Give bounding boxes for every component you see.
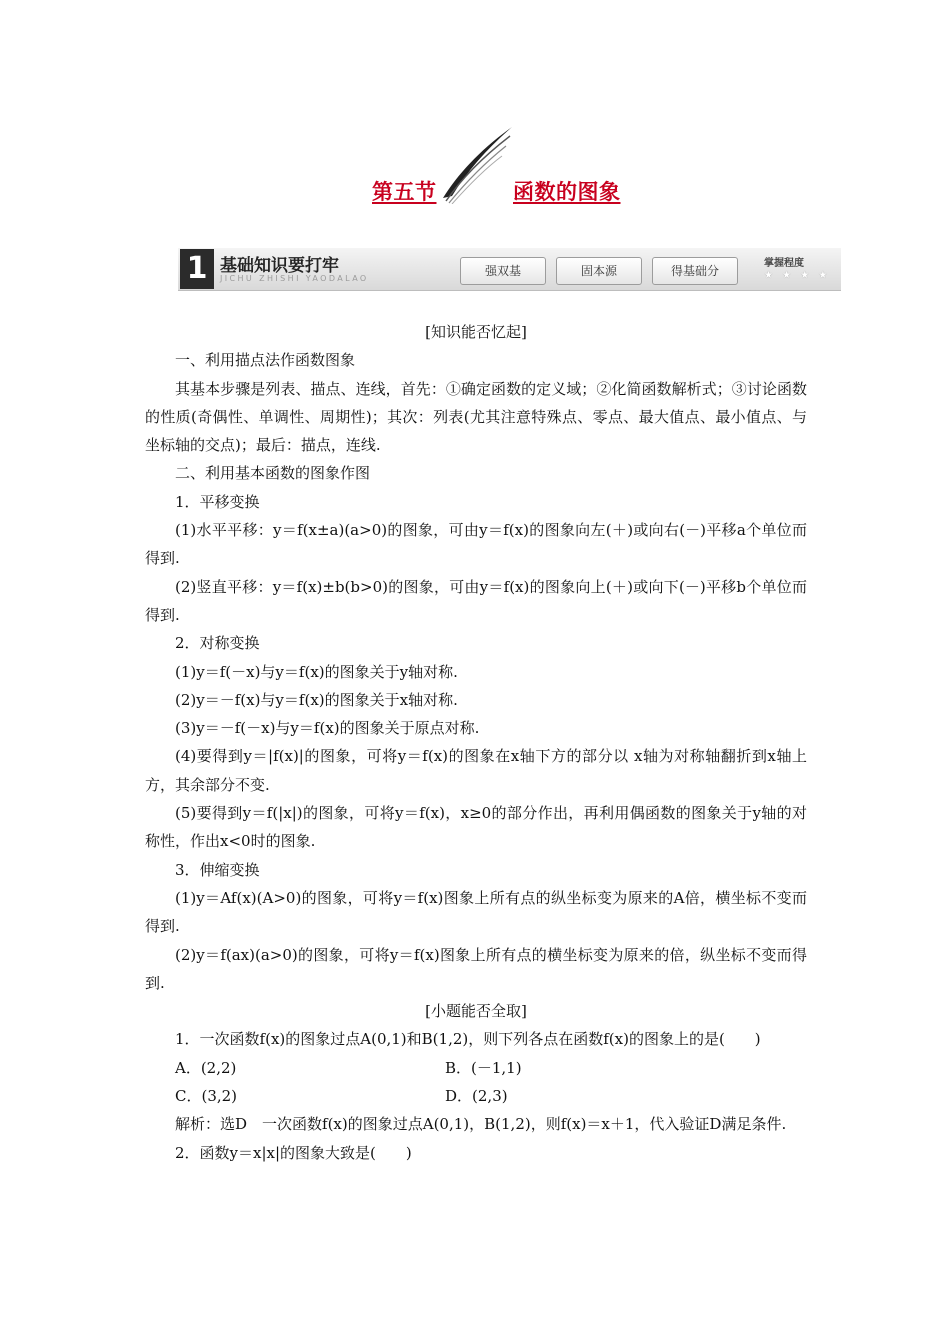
banner-button-3[interactable]: 得基础分 [652, 257, 738, 285]
recall-heading: [知识能否忆起] [425, 323, 527, 341]
symmetry-item-4: (4)要得到y＝|f(x)|的图象，可将y＝f(x)的图象在x轴下方的部分以 x轴为对称轴翻折到x轴上方，其余部分不变. [145, 747, 807, 794]
banner-button-1[interactable]: 强双基 [460, 257, 546, 285]
quiz-heading: [小题能否全取] [425, 1002, 527, 1021]
section-topic: 函数的图象 [513, 179, 621, 204]
question-1-solution: 解析：选D 一次函数f(x)的图象过点A(0,1)，B(1,2)，则f(x)＝x＋1，代入验证D满足条件. [175, 1115, 787, 1134]
option-d: D．(2,3) [445, 1087, 508, 1106]
symmetry-title: 2．对称变换 [175, 634, 260, 653]
scaling-title: 3．伸缩变换 [175, 860, 260, 879]
question-1: 1．一次函数f(x)的图象过点A(0,1)和B(1,2)，则下列各点在函数f(x)的图象上的是( ) [175, 1030, 761, 1049]
swoosh-decoration-icon [440, 124, 515, 204]
translation-vertical: (2)竖直平移：y＝f(x)±b(b>0)的图象，可由y＝f(x)的图象向上(＋)或向下(－)平移b个单位而得到. [145, 577, 807, 624]
symmetry-item-1: (1)y＝f(－x)与y＝f(x)的图象关于y轴对称. [175, 662, 458, 681]
banner-title: 基础知识要打牢 [220, 256, 339, 276]
main-content [145, 318, 807, 1167]
symmetry-item-5: (5)要得到y＝f(|x|)的图象，可将y＝f(x)，x≥0的部分作出，再利用偶函数的图象关于y轴的对称性，作出x<0时的图象. [145, 804, 807, 851]
section-1-title: 一、利用描点法作函数图象 [175, 351, 356, 370]
question-2: 2．函数y＝x|x|的图象大致是( ) [175, 1143, 412, 1162]
translation-horizontal: (1)水平平移：y＝f(x±a)(a>0)的图象，可由y＝f(x)的图象向左(＋)或向右(－)平移a个单位而得到. [145, 521, 807, 568]
question-1-options-row-2 [145, 1082, 807, 1110]
mastery-stars: ★ ★ ★ ★ [764, 270, 831, 281]
banner-subtitle: JICHU ZHISHI YAODALAO [220, 274, 369, 283]
banner-number: 1 [180, 249, 214, 289]
option-b: B．(－1,1) [445, 1058, 522, 1077]
scaling-item-2: (2)y＝f(ax)(a>0)的图象，可将y＝f(x)图象上所有点的横坐标变为原来的倍，纵坐标不变而得到. [145, 945, 807, 992]
option-a: A．(2,2) [175, 1058, 237, 1077]
mastery-label: 掌握程度 [764, 258, 804, 269]
section-2-title: 二、利用基本函数的图象作图 [175, 464, 371, 483]
banner-button-2[interactable]: 固本源 [556, 257, 642, 285]
question-1-options-row-1 [145, 1054, 807, 1082]
knowledge-banner [178, 248, 841, 291]
section-number: 第五节 [372, 179, 437, 204]
option-c: C．(3,2) [175, 1087, 238, 1106]
scaling-item-1: (1)y＝Af(x)(A>0)的图象，可将y＝f(x)图象上所有点的纵坐标变为原来的A倍，横坐标不变而得到. [145, 888, 807, 936]
section-1-body: 其基本步骤是列表、描点、连线，首先：①确定函数的定义域；②化简函数解析式；③讨论函数的性质(奇偶性、单调性、周期性)；其次：列表(尤其注意特殊点、零点、最大值点、最小值点、与坐标轴的交点)；最后：描点，连线. [145, 379, 807, 455]
symmetry-item-3: (3)y＝－f(－x)与y＝f(x)的图象关于原点对称. [175, 719, 480, 738]
section-header [0, 118, 950, 218]
translation-title: 1．平移变换 [175, 492, 260, 511]
symmetry-item-2: (2)y＝－f(x)与y＝f(x)的图象关于x轴对称. [175, 690, 458, 709]
